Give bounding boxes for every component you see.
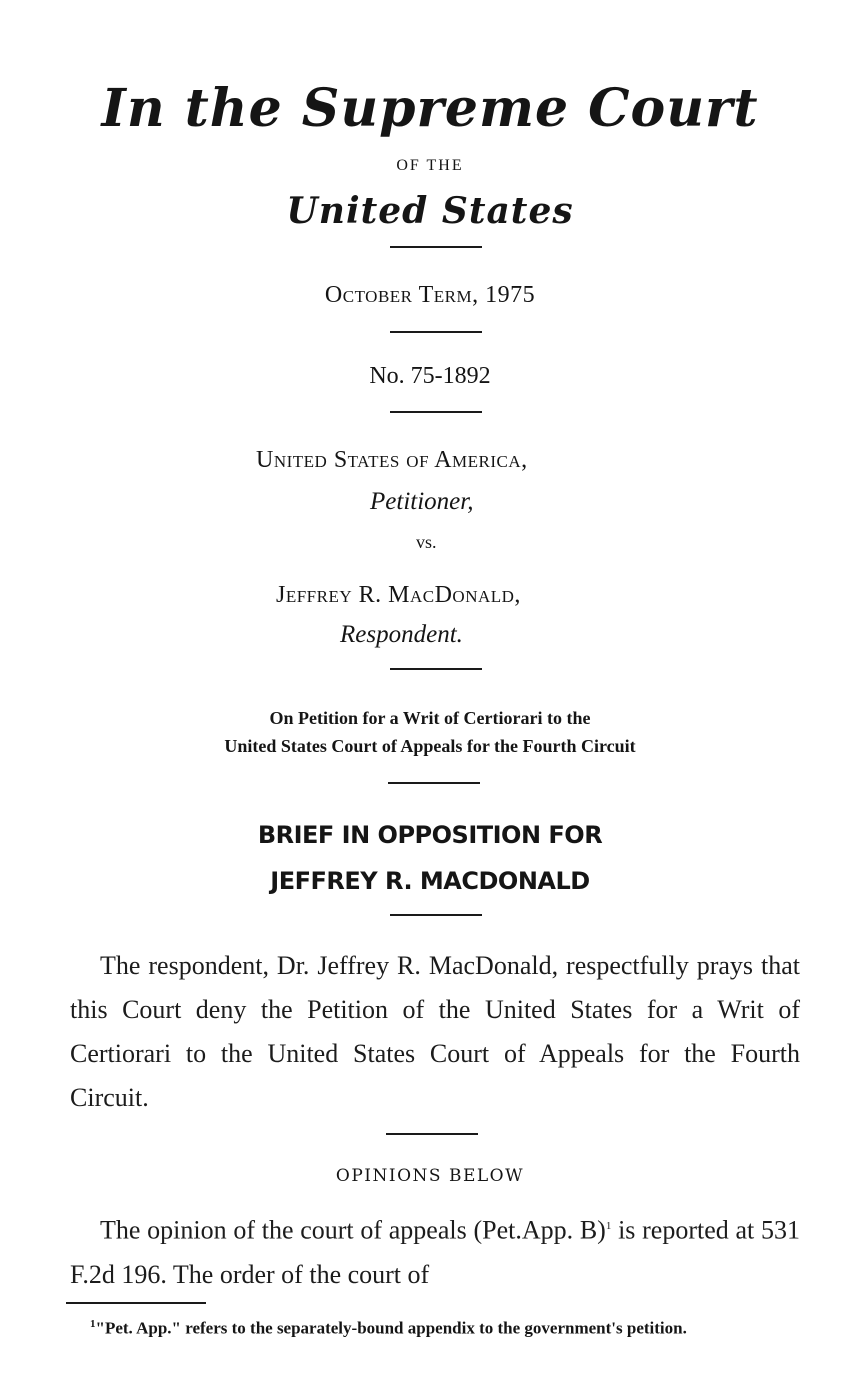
court-title: In the Supreme Court — [101, 78, 759, 139]
brief-title-line-2: JEFFREY R. MACDONALD — [270, 867, 590, 895]
footnote-text: "Pet. App." refers to the separately-bound appendix to the government's petition. — [95, 1318, 687, 1338]
brief-title-line-1: BRIEF IN OPPOSITION FOR — [257, 821, 603, 849]
nation-title: United States — [286, 190, 574, 232]
opinions-paragraph — [70, 1204, 800, 1297]
footnote-mark: 1 — [90, 1318, 96, 1330]
court-term: October Term, 1975 — [324, 282, 536, 308]
petition-line-2: United States Court of Appeals for the Fourth Circuit — [224, 736, 636, 756]
footnote-rule — [66, 1302, 206, 1304]
opening-paragraph: The respondent, Dr. Jeffrey R. MacDonald, respectfully prays that this Court deny the Petition of the United States for a Writ of Certiorari to the United States Court of Appeals for the Fourth Circuit. — [70, 951, 800, 1112]
respondent-role: Respondent. — [340, 621, 463, 648]
respondent-name: Jeffrey R. MacDonald, — [276, 582, 521, 608]
divider-rule — [388, 782, 480, 784]
petition-line-1: On Petition for a Writ of Certiorari to the — [269, 708, 591, 728]
versus-label: vs. — [416, 532, 437, 552]
section-heading: OPINIONS BELOW — [335, 1166, 525, 1186]
petition-caption — [0, 704, 860, 760]
opinions-text-after-note: is reported at 531 F.2d 196. The order of the court of — [70, 1215, 800, 1289]
docket-number: No. 75-1892 — [369, 363, 491, 389]
petitioner-role: Petitioner, — [370, 488, 474, 515]
opinions-text-before-note: The opinion of the court of appeals (Pet.App. B) — [100, 1215, 606, 1245]
of-the-label: OF THE — [396, 157, 464, 174]
divider-rule — [390, 668, 482, 670]
brief-title — [0, 812, 860, 904]
footnote-reference: 1 — [605, 1220, 612, 1232]
divider-rule — [390, 246, 482, 248]
petitioner-name: United States of America, — [256, 447, 528, 473]
divider-rule — [390, 411, 482, 413]
divider-rule — [386, 1133, 478, 1135]
footnote — [76, 1314, 796, 1339]
divider-rule — [390, 914, 482, 916]
divider-rule — [390, 331, 482, 333]
